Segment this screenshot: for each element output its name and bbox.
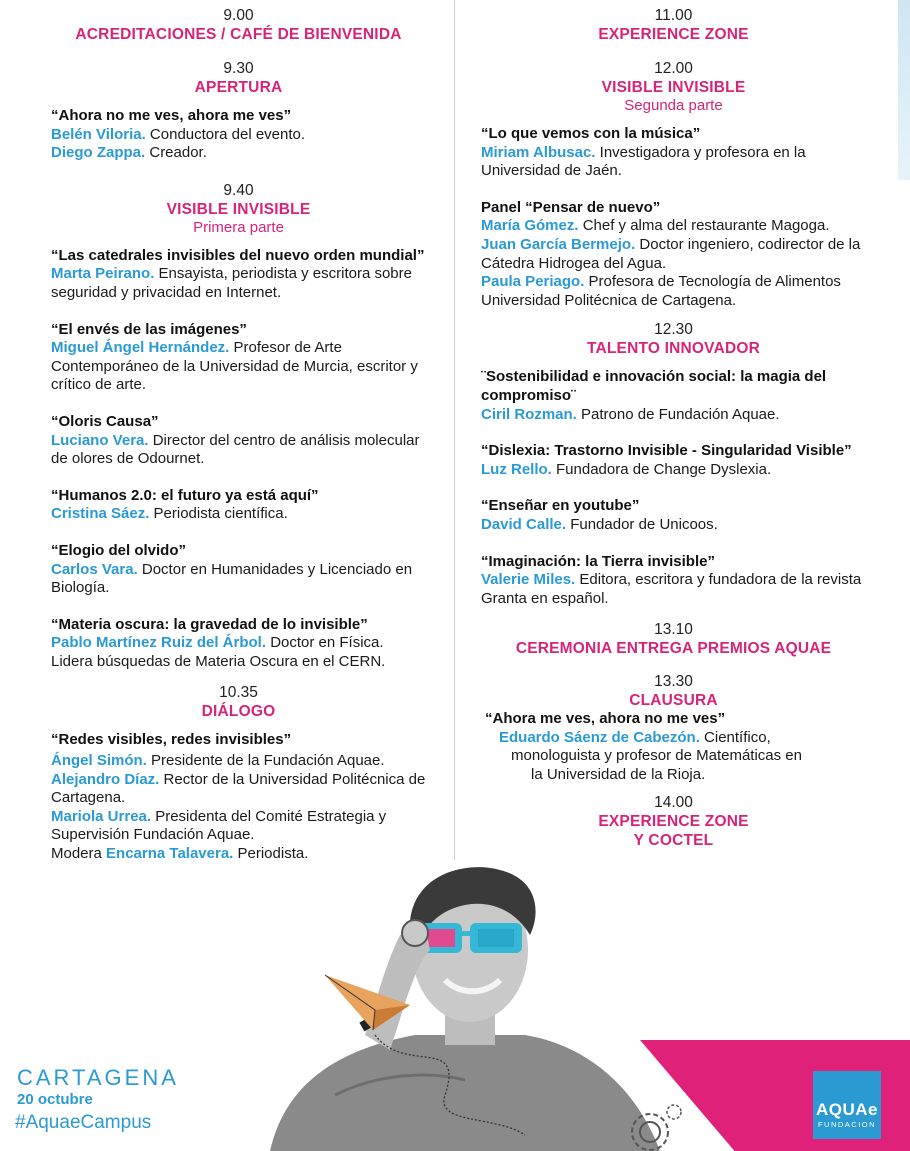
aquae-foundation-logo [813,1071,881,1139]
event-date: 20 octubre [17,1091,93,1108]
speaker [51,265,426,302]
talk-title: “Ahora no me ves, ahora me ves” [51,107,292,124]
session-time: 9.30 [223,60,254,77]
talk-title: “Dislexia: Trastorno Invisible - Singularidad Visible” [481,442,852,460]
session-header [481,793,866,850]
talk-title: “Materia oscura: la gravedad de lo invisible” [51,615,368,633]
session-time: 9.00 [223,7,254,24]
session-title: EXPERIENCE ZONE [598,812,749,830]
talk-item [481,442,866,479]
speaker-name: María Gómez. [481,217,579,235]
talk-title: “Imaginación: la Tierra invisible” [481,552,715,570]
session-title: APERTURA [194,79,283,96]
speaker [481,236,866,273]
city-name: CARTAGENA [17,1065,179,1090]
talk-item [51,616,426,672]
talk-title: “Enseñar en youtube” [481,497,640,515]
talk-item [481,497,866,534]
talk-item [481,368,866,424]
talk-title: ¨Sostenibilidad e innovación social: la magia del compromiso¨ [481,368,827,404]
talk-item [51,107,426,163]
speaker-role: Creador. [145,144,207,162]
speaker-name: Valerie Miles. [481,571,576,589]
session-header [51,683,426,721]
speaker-role-continued: monologuista y profesor de Matemáticas en [511,747,802,765]
session-subtitle: Primera parte [193,218,284,236]
speaker [51,126,426,145]
speaker-name: Luz Rello. [481,460,552,478]
speaker-name: Ciril Rozman. [481,405,577,423]
speaker [51,561,426,598]
speaker [51,634,426,671]
speaker-role: Conductora del evento. [145,125,306,143]
speaker-name: Alejandro Díaz. [51,770,160,788]
session-time: 12.30 [654,321,693,339]
session-title: VISIBLE INVISIBLE [166,200,311,218]
speaker-role: Doctor ingeniero, codirector de la Cátedra Hidrogea del Agua. [481,235,861,272]
speaker-name: Miriam Albusac. [481,143,596,161]
speaker-name: Belén Viloria. [51,125,146,143]
talk-item [481,199,866,311]
hashtag: #AquaeCampus [15,1112,152,1133]
woman-with-glasses-illustration [265,855,665,1151]
session-title: EXPERIENCE ZONE [598,26,749,43]
speaker-name: Miguel Ángel Hernández. [51,339,230,357]
talk-item [51,542,426,598]
speaker [51,505,426,524]
talk-item [481,125,866,181]
speaker-role: Doctor en Física. Lidera búsquedas de Materia Oscura en el CERN. [51,634,386,670]
speaker-role-continued: la Universidad de la Rioja. [531,766,706,784]
logo-wordmark: AQUAe [815,1100,878,1119]
speaker [51,771,426,808]
session-header [51,6,426,44]
session-header [481,59,866,115]
speaker [51,808,426,845]
speaker-role: Profesora de Tecnología de Alimentos Universidad Politécnica de Cartagena. [481,273,841,309]
speaker-role: Presidenta del Comité Estrategia y Supervisión Fundación Aquae. [51,807,387,844]
speaker [481,217,866,236]
speaker-name: Luciano Vera. [51,431,149,449]
speaker [481,571,866,608]
speaker-name: Cristina Sáez. [51,505,150,523]
talk-title: “Lo que vemos con la música” [481,125,701,142]
session-title: VISIBLE INVISIBLE [601,79,746,96]
talk-title: “El envés de las imágenes” [51,320,247,338]
speaker [481,144,866,181]
speaker [51,144,426,163]
talk-title: “Oloris Causa” [51,412,159,430]
speaker-name: Pablo Martínez Ruiz del Árbol. [51,634,267,652]
speaker-name: Encarna Talavera. [106,845,234,863]
left-column [51,6,426,882]
speaker [481,406,866,425]
speaker-role: Director del centro de análisis molecular de olores de Odournet. [51,431,420,468]
session-time: 12.00 [654,60,693,77]
session-time: 9.40 [223,181,254,199]
speaker-name: Paula Periago. [481,273,585,291]
speaker-role: Presidente de la Fundación Aquae. [146,752,385,770]
right-column [481,6,866,865]
session-header [481,672,866,710]
speaker-name: David Calle. [481,515,567,533]
session-title: DIÁLOGO [201,703,276,721]
speaker-role: Periodista. [233,845,309,863]
speaker-role: Ensayista, periodista y escritora sobre seguridad y privacidad en Internet. [51,265,412,301]
speaker-role: Rector de la Universidad Politécnica de Cartagena. [51,770,426,807]
talk-title: “Humanos 2.0: el futuro ya está aquí” [51,486,319,504]
session-title: CLAUSURA [629,692,718,710]
speaker-role: Investigadora y profesora en la Universidad de Jaén. [481,143,806,180]
speaker [481,729,866,748]
session-time: 10.35 [219,684,258,702]
speaker-role: Fundador de Unicoos. [566,515,718,533]
speaker-role: Editora, escritora y fundadora de la revista Granta en español. [481,571,862,607]
speaker-name: Carlos Vara. [51,560,138,578]
speaker-name: Juan García Bermejo. [481,235,636,253]
session-subtitle: Segunda parte [624,97,723,114]
speaker [481,461,866,480]
speaker-name: Ángel Simón. [51,752,147,770]
session-header [51,59,426,97]
talk-item [481,553,866,609]
speaker-name: Marta Peirano. [51,265,155,283]
session-title: TALENTO INNOVADOR [586,340,761,358]
speaker-name: Eduardo Sáenz de Cabezón. [499,728,700,746]
talk-item [51,247,426,303]
talk-item [51,413,426,469]
session-time: 13.10 [654,621,693,639]
speaker-role: Doctor en Humanidades y Licenciado en Biología. [51,560,413,597]
speaker [51,752,426,771]
speaker-role: Científico, [699,728,771,746]
talk-title: “Redes visibles, redes invisibles” [51,731,292,749]
speaker-role: Profesor de Arte Contemporáneo de la Universidad de Murcia, escritor y crítico de arte. [51,339,418,394]
speaker [51,339,426,395]
session-title: CEREMONIA ENTREGA PREMIOS AQUAE [515,640,832,658]
edge-decoration [898,0,910,180]
moderator-prefix: Modera [51,845,107,863]
session-time: 14.00 [654,793,693,811]
speaker [481,273,866,310]
session-header [481,320,866,358]
session-time: 13.30 [654,673,693,691]
speaker [481,516,866,535]
logo-subtitle: FUNDACION [817,1120,877,1129]
speaker-role: Periodista científica. [149,505,288,523]
talk-title: “Elogio del olvido” [51,541,186,559]
talk-item [481,710,866,784]
column-divider [454,0,455,860]
speaker-role: Chef y alma del restaurante Magoga. [578,217,830,235]
talk-item [51,487,426,524]
speaker-role: Fundadora de Change Dyslexia. [551,460,772,478]
gear-icon [622,1100,682,1151]
talk-item [51,731,426,863]
talk-title: “Las catedrales invisibles del nuevo orden mundial” [51,246,425,264]
speaker-name: Mariola Urrea. [51,807,152,825]
session-header [481,620,866,658]
session-header [51,181,426,237]
session-time: 11.00 [654,7,693,24]
session-title: Y COCTEL [633,831,714,849]
talk-item [51,321,426,395]
session-title: ACREDITACIONES / CAFÉ DE BIENVENIDA [75,26,402,43]
speaker [51,432,426,469]
talk-title: “Ahora me ves, ahora no me ves” [485,710,726,728]
speaker-role: Patrono de Fundación Aquae. [576,405,780,423]
session-header [481,6,866,44]
speaker-name: Diego Zappa. [51,144,146,162]
talk-title: Panel “Pensar de nuevo” [481,198,661,216]
